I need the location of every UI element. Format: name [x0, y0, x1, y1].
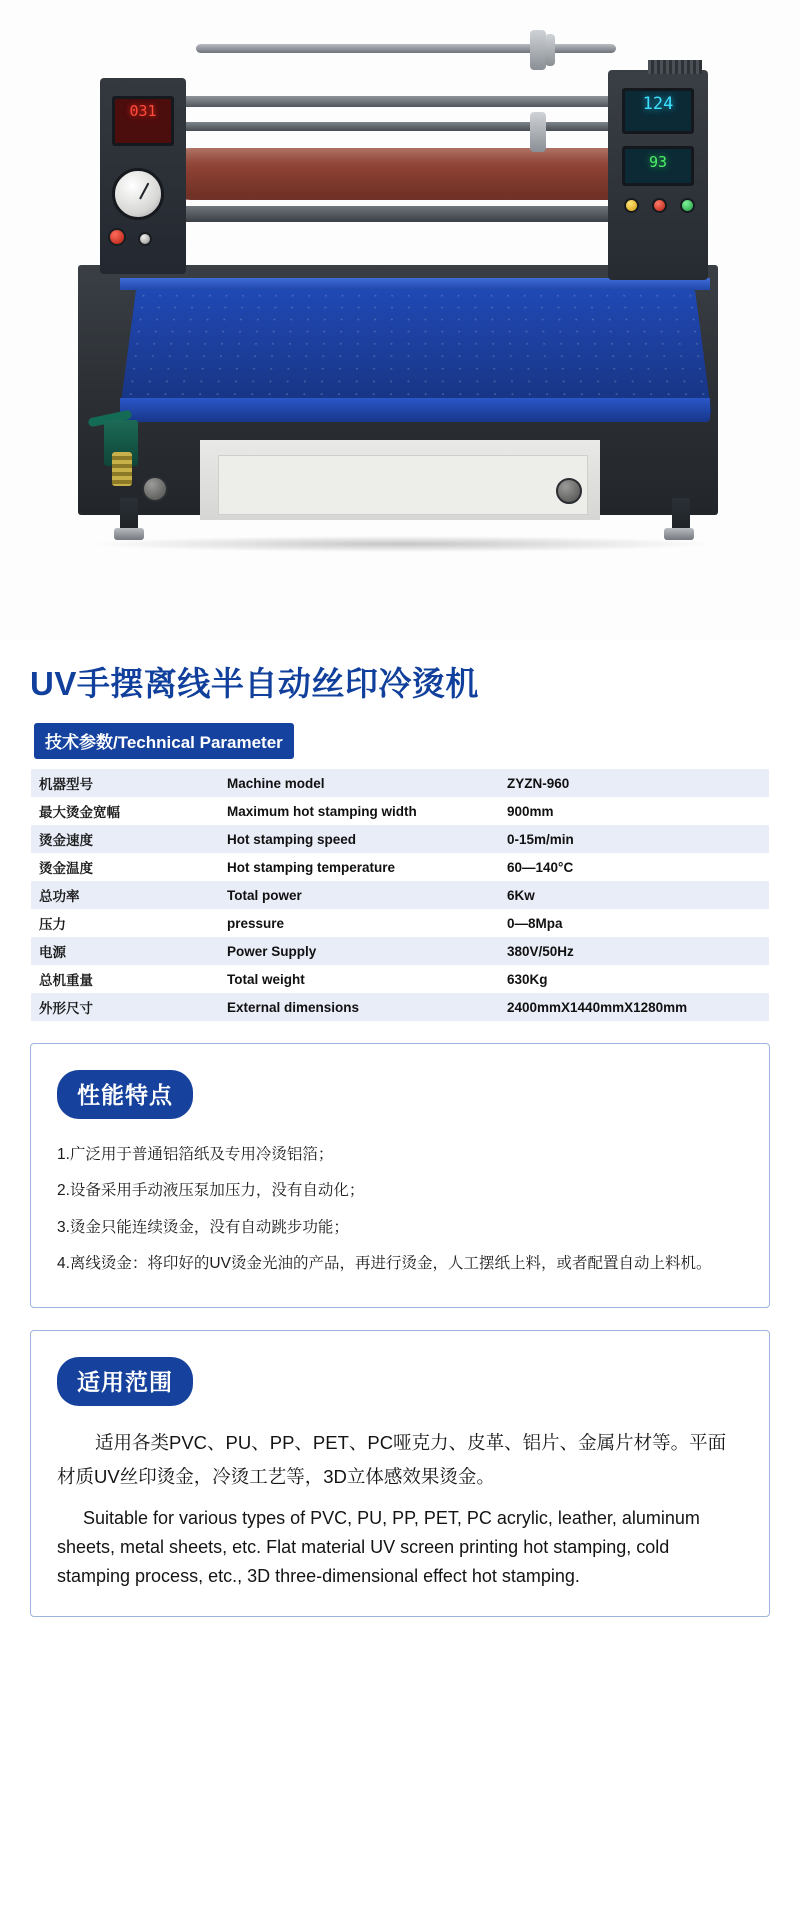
- spec-label-en: Hot stamping speed: [227, 831, 357, 847]
- spec-label-en: Total weight: [227, 971, 305, 987]
- machine-lower-panel: [218, 455, 588, 515]
- list-item: 2.设备采用手动液压泵加压力，没有自动化；: [57, 1182, 365, 1200]
- table-row: [31, 965, 769, 993]
- spec-label-en: Power Supply: [227, 943, 317, 959]
- features-heading: 性能特点: [57, 1070, 193, 1119]
- spec-value: 630Kg: [507, 971, 548, 987]
- spec-value: 0—8Mpa: [507, 915, 563, 931]
- pump-spring: [112, 452, 132, 486]
- spec-label-cn: 总功率: [39, 889, 80, 904]
- floor-shadow: [96, 536, 706, 552]
- features-list: [57, 1137, 743, 1283]
- spec-value: 900mm: [507, 803, 554, 819]
- spec-label-cn: 烫金速度: [39, 833, 93, 848]
- rail-knob-icon: [530, 112, 546, 152]
- spec-label-cn: 机器型号: [39, 777, 93, 792]
- spec-label-en: Maximum hot stamping width: [227, 803, 417, 819]
- page-title: UV手摆离线半自动丝印冷烫机: [30, 665, 479, 702]
- table-row: [31, 881, 769, 909]
- list-item: 3.烫金只能连续烫金，没有自动跳步功能；: [57, 1218, 349, 1236]
- scope-text-en: Suitable for various types of PVC, PU, PP, PET, PC acrylic, leather, aluminum sheets, metal sheets, etc. Flat material UV screen printing hot stamping, cold stamping process, etc., 3D three-dimensional effect hot stamping.: [57, 1508, 700, 1587]
- speed-display: [622, 146, 694, 186]
- table-row: [31, 937, 769, 965]
- page-bottom-spacer: [0, 1617, 800, 1643]
- list-item: 4.离线烫金：将印好的UV烫金光油的产品，再进行烫金，人工摆纸上料，或者配置自动上料机。: [57, 1255, 712, 1273]
- spec-value: 2400mmX1440mmX1280mm: [507, 999, 688, 1015]
- features-card: [30, 1043, 770, 1308]
- indicator-lamp-yellow-icon: [624, 198, 639, 213]
- spec-value: ZYZN-960: [507, 775, 570, 791]
- shaft-knob-icon: [530, 30, 546, 70]
- indicator-lamp-red-icon: [652, 198, 667, 213]
- spec-section-label: 技术参数/Technical Parameter: [34, 723, 294, 759]
- scope-text-cn: 适用各类PVC、PU、PP、PET、PC哑克力、皮革、铝片、金属片材等。平面材质UV丝印烫金，冷烫工艺等，3D立体感效果烫金。: [57, 1431, 727, 1487]
- table-row: [31, 993, 769, 1021]
- spec-label-cn: 电源: [39, 945, 66, 960]
- table-row: [31, 797, 769, 825]
- pressure-gauge: [112, 168, 164, 220]
- spec-label-en: pressure: [227, 915, 285, 931]
- spec-label-en: Machine model: [227, 775, 325, 791]
- spec-value: 0-15m/min: [507, 831, 574, 847]
- spec-label-en: External dimensions: [227, 999, 360, 1015]
- left-display-value: 031: [129, 102, 157, 120]
- scope-card: [30, 1330, 770, 1617]
- temperature-display-value: 124: [642, 94, 674, 114]
- spec-value: 60—140°C: [507, 859, 574, 875]
- spec-label-cn: 总机重量: [39, 973, 93, 988]
- indicator-lamp-green-icon: [680, 198, 695, 213]
- spec-label-cn: 外形尺寸: [39, 1001, 93, 1016]
- spec-label-cn: 最大烫金宽幅: [39, 805, 120, 820]
- caster-wheel-left: [142, 476, 168, 502]
- vacuum-hole-pattern: [120, 290, 712, 414]
- spec-label-cn: 压力: [39, 917, 66, 932]
- spec-label-en: Hot stamping temperature: [227, 859, 396, 875]
- spec-value: 380V/50Hz: [507, 943, 574, 959]
- vacuum-table: [120, 290, 712, 414]
- left-display: [112, 96, 174, 146]
- spec-value: 6Kw: [507, 887, 535, 903]
- list-item: 1.广泛用于普通铝箔纸及专用冷烫铝箔；: [57, 1146, 334, 1163]
- table-front-edge: [120, 398, 710, 422]
- temperature-display: [622, 88, 694, 134]
- spec-label-cn: 烫金温度: [39, 861, 93, 876]
- table-row: [31, 853, 769, 881]
- emergency-stop-button[interactable]: [108, 228, 126, 246]
- vent-grille-icon: [648, 60, 702, 74]
- reset-button[interactable]: [138, 232, 152, 246]
- stamping-roller: [165, 148, 685, 200]
- scope-heading: 适用范围: [57, 1357, 193, 1406]
- speed-display-value: 93: [648, 153, 668, 171]
- shaft-knob-secondary-icon: [545, 34, 555, 66]
- table-row: [31, 769, 769, 797]
- specification-table: [31, 769, 769, 1021]
- caster-wheel-right: [556, 478, 582, 504]
- product-hero-image: [0, 0, 800, 640]
- table-row: [31, 825, 769, 853]
- spec-label-en: Total power: [227, 887, 302, 903]
- table-row: [31, 909, 769, 937]
